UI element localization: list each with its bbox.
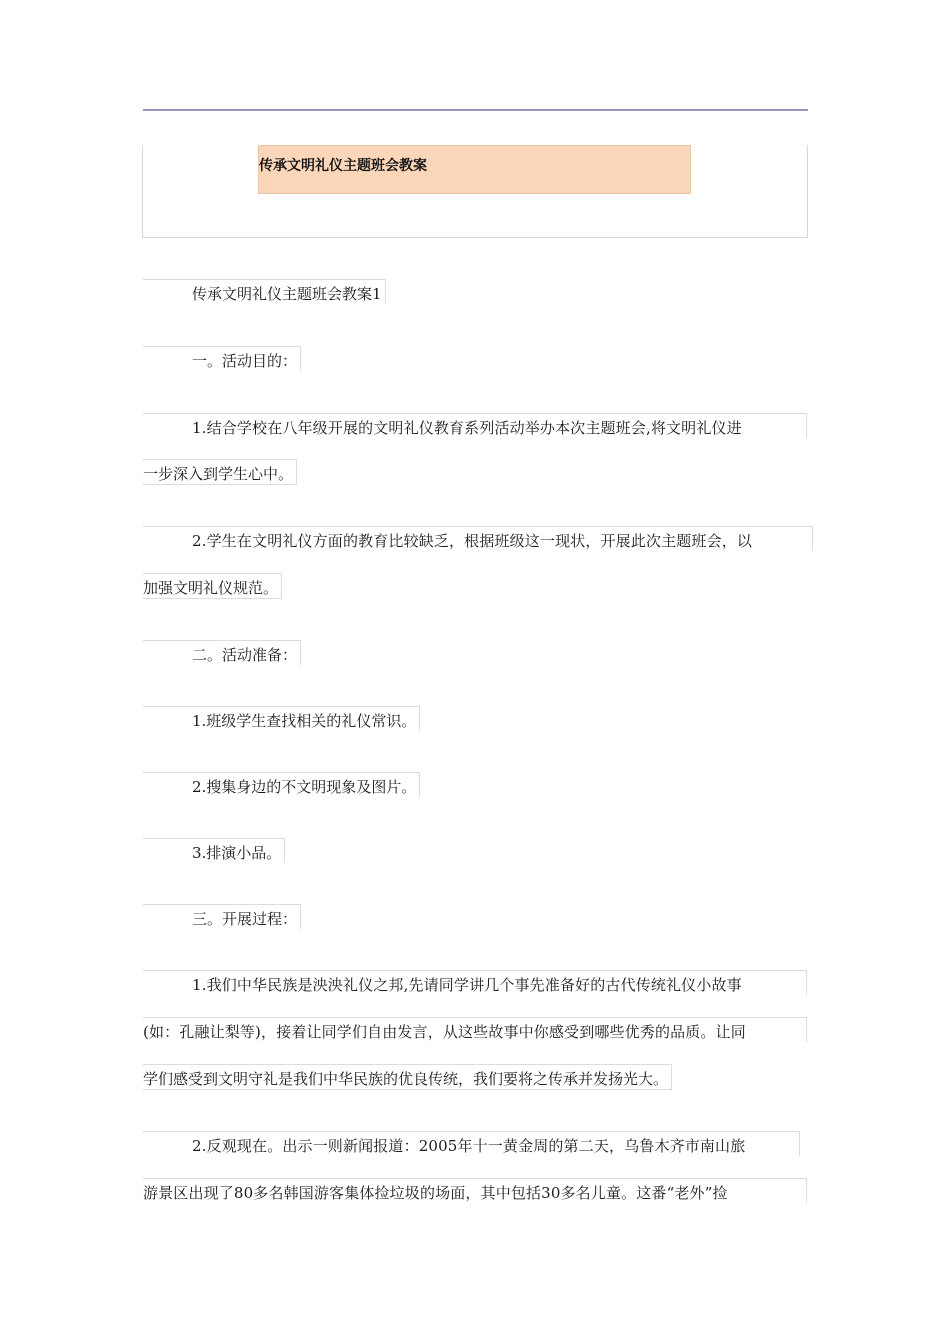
paragraph-line [143, 413, 807, 438]
heading-process [143, 904, 301, 929]
list-item-text: 2.搜集身边的不文明现象及图片。 [192, 778, 417, 796]
list-item [143, 772, 420, 797]
heading-process-text: 三。开展过程： [192, 910, 298, 928]
heading-objectives-text: 一。活动目的： [192, 352, 298, 370]
heading-objectives [143, 346, 301, 371]
list-item-text: 1.班级学生查找相关的礼仪常识。 [192, 712, 417, 730]
paragraph-text: 游景区出现了80多名韩国游客集体捡垃圾的场面，其中包括30多名儿童。这番“老外”捡 [143, 1184, 728, 1202]
section-title [143, 279, 386, 304]
list-item [143, 706, 420, 731]
paragraph-line [143, 1178, 807, 1203]
heading-preparation-text: 二。活动准备： [192, 646, 298, 664]
paragraph-text: 1.我们中华民族是泱泱礼仪之邦,先请同学讲几个事先准备好的古代传统礼仪小故事 [192, 976, 742, 994]
paragraph-text: 2.学生在文明礼仪方面的教育比较缺乏，根据班级这一现状，开展此次主题班会，以 [192, 532, 753, 550]
paragraph-line [143, 1131, 800, 1156]
section-title-text: 传承文明礼仪主题班会教案1 [192, 285, 382, 303]
document-header-title: 传承文明礼仪主题班会教案 [259, 158, 427, 174]
paragraph-text: (如：孔融让梨等)，接着让同学们自由发言，从这些故事中你感受到哪些优秀的品质。让同 [143, 1023, 746, 1041]
top-rule [143, 109, 808, 111]
paragraph-line [143, 459, 297, 485]
paragraph-text: 2.反观现在。出示一则新闻报道：2005年十一黄金周的第二天，乌鲁木齐市南山旅 [192, 1137, 746, 1155]
paragraph-line [143, 970, 807, 995]
paragraph-text: 1.结合学校在八年级开展的文明礼仪教育系列活动举办本次主题班会,将文明礼仪进 [192, 419, 742, 437]
paragraph-line [143, 1064, 672, 1090]
heading-preparation [143, 640, 301, 665]
paragraph-line [143, 1017, 807, 1042]
paragraph-line [143, 573, 282, 599]
list-item-text: 3.排演小品。 [192, 844, 282, 862]
paragraph-text: 一步深入到学生心中。 [143, 465, 294, 483]
list-item [143, 838, 285, 863]
paragraph-text: 学们感受到文明守礼是我们中华民族的优良传统，我们要将之传承并发扬光大。 [143, 1070, 669, 1088]
paragraph-line [143, 526, 813, 551]
paragraph-text: 加强文明礼仪规范。 [143, 579, 279, 597]
